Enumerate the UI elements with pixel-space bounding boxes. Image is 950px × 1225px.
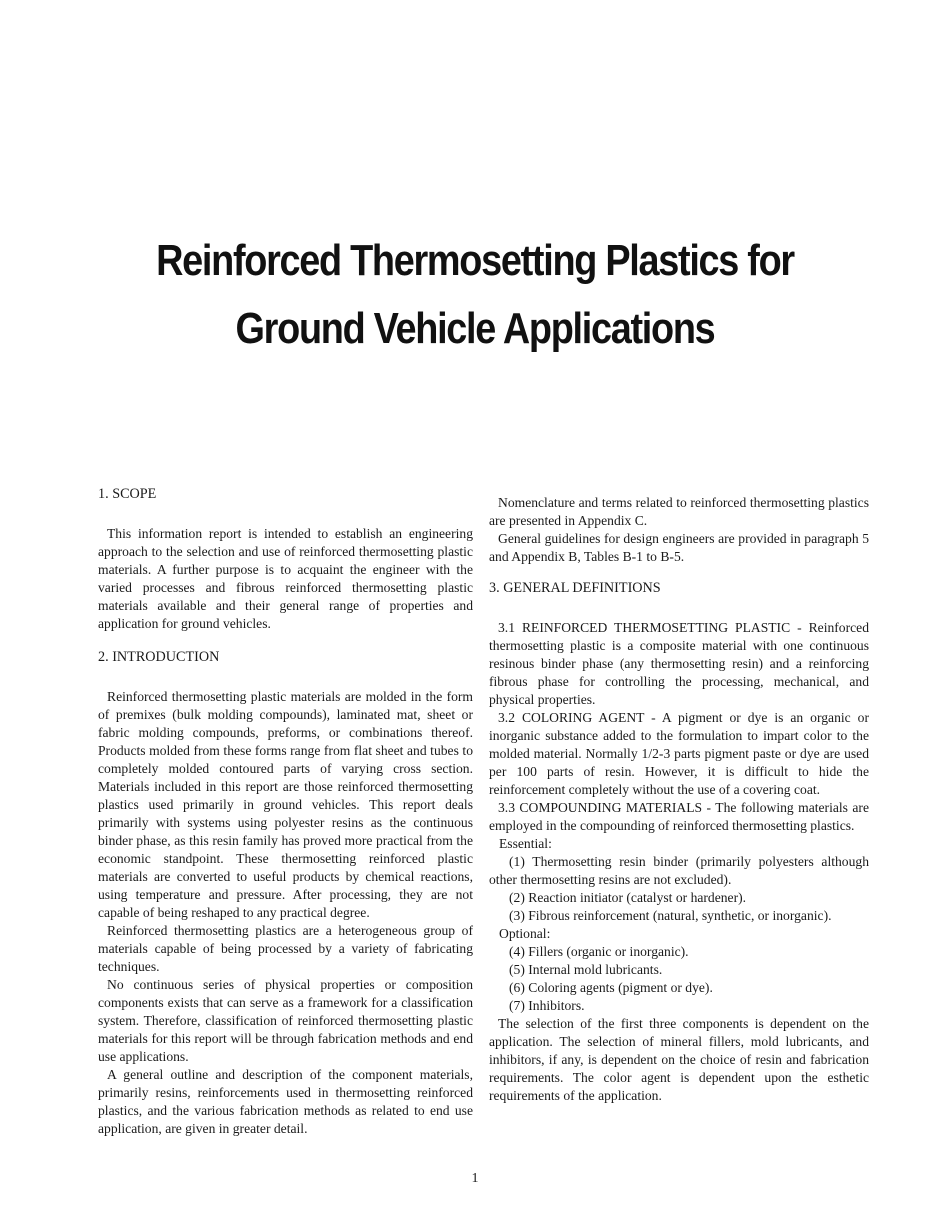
document-title-line-2: Ground Vehicle Applications xyxy=(235,304,715,353)
list-item: (2) Reaction initiator (catalyst or hardener). xyxy=(509,890,747,905)
essential-label: Essential: xyxy=(499,836,552,851)
intro-paragraph-2: Reinforced thermosetting plastics are a heterogeneous group of materials capable of being processed by a variety of fabricating techniques. xyxy=(98,923,473,974)
list-item: (6) Coloring agents (pigment or dye). xyxy=(509,980,713,995)
definition-3-3: 3.3 COMPOUNDING MATERIALS - The following materials are employed in the compounding of reinforced thermosetting plastics. xyxy=(489,800,869,833)
right-column xyxy=(489,494,869,1105)
definition-3-1: 3.1 REINFORCED THERMOSETTING PLASTIC - Reinforced thermosetting plastic is a composite material with one continuous resinous binder phase (any thermosetting resin) and a reinforcing fibrous phase for controlling the processing, mechanical, and physical properties. xyxy=(489,620,869,707)
selection-paragraph: The selection of the first three components is dependent on the application. The selection of mineral fillers, mold lubricants, and inhibitors, if any, is dependent on the choice of resin and fabrication requirements. The color agent is dependent upon the esthetic requirements of the application. xyxy=(489,1016,869,1103)
list-item: (4) Fillers (organic or inorganic). xyxy=(509,944,689,959)
definition-3-2: 3.2 COLORING AGENT - A pigment or dye is an organic or inorganic substance added to the formulation to impart color to the molded material. Normally 1/2-3 parts pigment paste or dye are used per 100 parts of resin. However, it is difficult to hide the reinforcement completely without the use of a covering coat. xyxy=(489,710,869,797)
intro-paragraph-4: A general outline and description of the component materials, primarily resins, reinforcements used in thermosetting reinforced plastics, and the various fabrication methods as related to end use application, are given in greater detail. xyxy=(98,1067,473,1136)
list-item: (1) Thermosetting resin binder (primarily polyesters although other thermosetting resins are not excluded). xyxy=(489,854,869,887)
left-column xyxy=(98,485,473,1138)
scope-paragraph: This information report is intended to establish an engineering approach to the selection and use of reinforced thermosetting plastic materials. A further purpose is to acquaint the engineer with the varied processes and fibrous reinforced thermosetting plastic materials available and their general range of properties and application for ground vehicles. xyxy=(98,526,473,631)
page-number: 1 xyxy=(471,1171,479,1186)
intro-paragraph-3: No continuous series of physical properties or composition components exists that can serve as a framework for a classification system. Therefore, classification of reinforced thermosetting plastic materials for this report will be through fabrication methods and end use applications. xyxy=(98,977,473,1064)
general-definitions-heading: 3. GENERAL DEFINITIONS xyxy=(489,580,661,596)
guidelines-paragraph: General guidelines for design engineers are provided in paragraph 5 and Appendix B, Tables B-1 to B-5. xyxy=(489,531,869,564)
intro-paragraph-1: Reinforced thermosetting plastic materials are molded in the form of premixes (bulk molding compounds), laminated mat, sheet or fabric molding compounds, preforms, or combinations thereof. Products molded from these forms range from flat sheet and tubes to completely molded contoured parts of varying cross section. Materials included in this report are those reinforced thermosetting plastics used primarily in ground vehicles. This report deals primarily with systems using polyester resins as the continuous binder phase, as this resin family has proved more practical from the economic standpoint. These thermosetting reinforced plastic materials are converted to useful products by chemical reactions, using temperature and pressure. After processing, they are not capable of being reshaped to any practical degree. xyxy=(98,689,473,920)
optional-label: Optional: xyxy=(499,926,551,941)
nomenclature-paragraph: Nomenclature and terms related to reinforced thermosetting plastics are presented in Appendix C. xyxy=(489,495,869,528)
list-item: (3) Fibrous reinforcement (natural, synthetic, or inorganic). xyxy=(509,908,832,923)
introduction-heading: 2. INTRODUCTION xyxy=(98,649,220,665)
list-item: (5) Internal mold lubricants. xyxy=(509,962,663,977)
list-item: (7) Inhibitors. xyxy=(509,998,585,1013)
document-title-line-1: Reinforced Thermosetting Plastics for xyxy=(156,236,794,285)
scope-heading: 1. SCOPE xyxy=(98,486,157,502)
